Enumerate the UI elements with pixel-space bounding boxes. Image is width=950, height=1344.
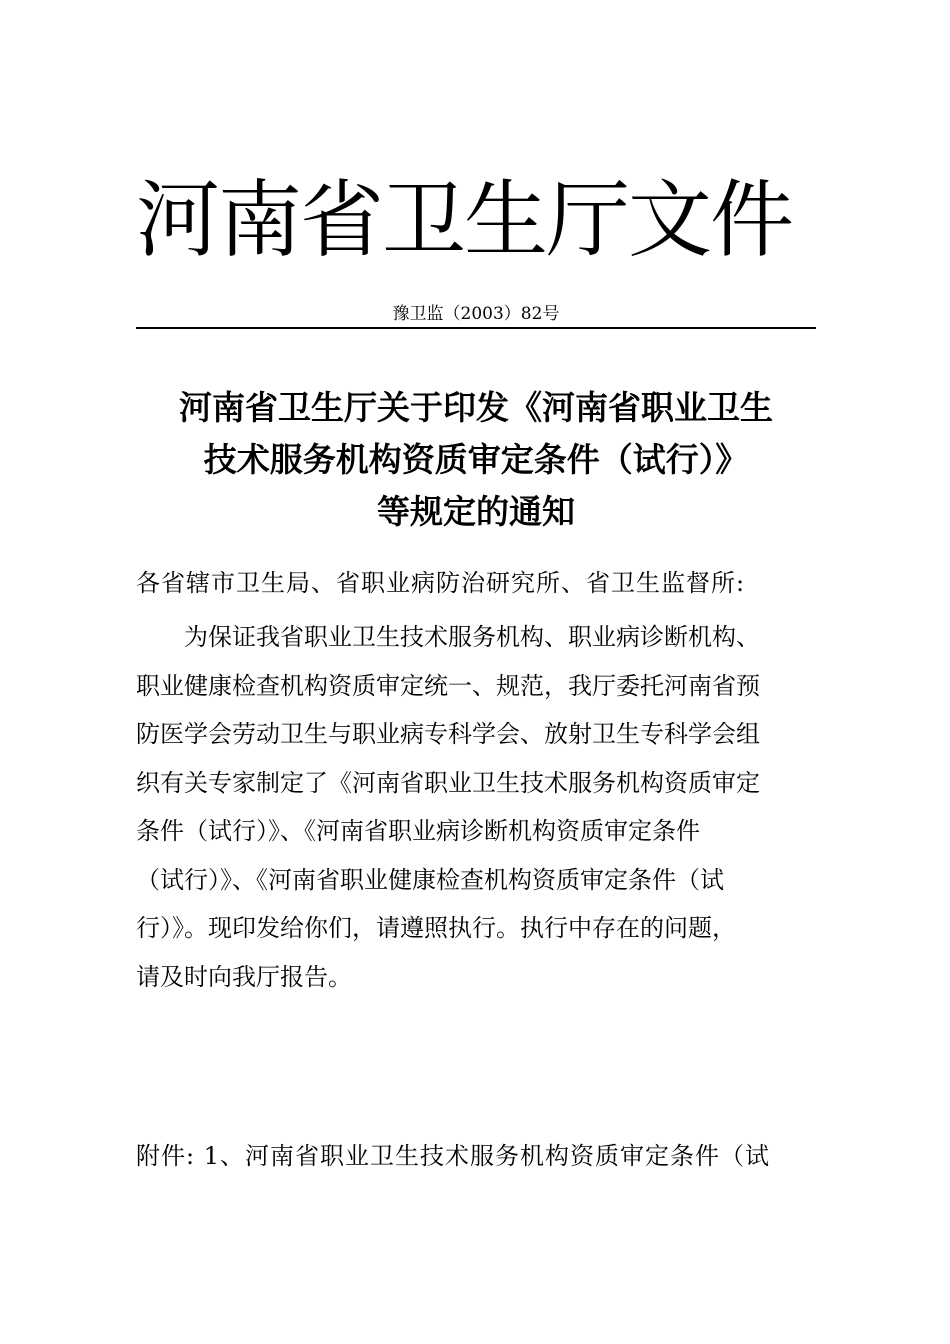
paragraph-line: 职业健康检查机构资质审定统一、规范，我厅委托河南省预: [136, 671, 760, 700]
title-line: 等规定的通知: [377, 492, 575, 531]
paragraph-line: 行）》。现印发给你们，请遵照执行。执行中存在的问题，: [136, 914, 736, 942]
paragraph-line: （试行）》、《河南省职业健康检查机构资质审定条件（试: [136, 865, 724, 894]
document-title: [136, 382, 816, 538]
title-line: 技术服务机构资质审定条件（试行）》: [203, 440, 749, 479]
paragraph-line: 请及时向我厅报告。: [136, 962, 352, 991]
agency-title: 河南省卫生厅文件: [136, 171, 793, 269]
attachment-line: 附件: 1、河南省职业卫生技术服务机构资质审定条件（试: [136, 1142, 770, 1170]
paragraph-line: 织有关专家制定了《河南省职业卫生技术服务机构资质审定: [136, 768, 760, 797]
paragraph-line: 为保证我省职业卫生技术服务机构、职业病诊断机构、: [136, 623, 760, 651]
title-line: 河南省卫生厅关于印发《河南省职业卫生: [179, 388, 773, 427]
paragraph-line: 防医学会劳动卫生与职业病专科学会、放射卫生专科学会组: [136, 720, 760, 748]
body-paragraph: [136, 613, 816, 1001]
addressee-line: 各省辖市卫生局、省职业病防治研究所、省卫生监督所:: [136, 569, 746, 597]
document-number: 豫卫监（2003）82号: [392, 304, 560, 324]
paragraph-line: 条件（试行）》、《河南省职业病诊断机构资质审定条件: [136, 817, 700, 845]
header-divider: [136, 327, 816, 329]
